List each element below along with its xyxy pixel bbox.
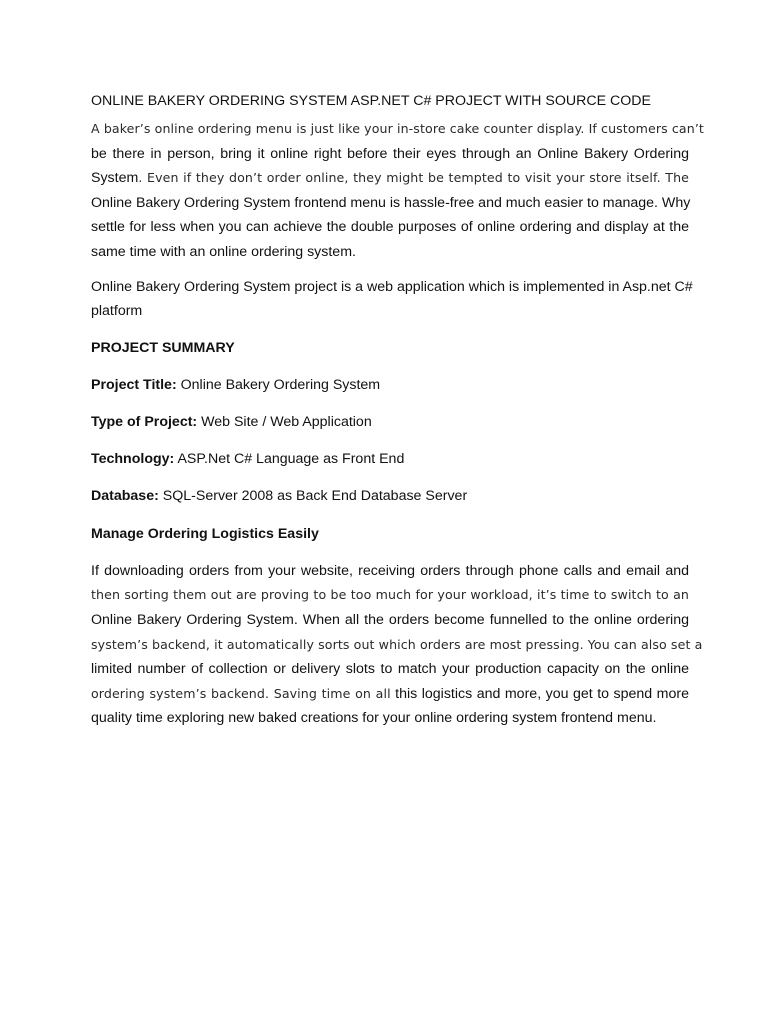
spacer (91, 359, 689, 374)
document-page (91, 90, 704, 731)
field-database (91, 485, 689, 507)
logistics-line-2: then sorting them out are proving to be too much for your workload, it’s time to switch to an (91, 587, 689, 603)
spacer (91, 470, 689, 485)
logistics-line-6-start: ordering system’s backend. Saving time on all (91, 685, 391, 701)
field-label: Type of Project: (91, 413, 198, 430)
platform-paragraph (91, 275, 693, 324)
intro-line-3 (91, 166, 689, 191)
logistics-line-3: Online Bakery Ordering System. When all the orders become funnelled to the online ordering (91, 611, 689, 628)
field-label: Database: (91, 487, 159, 504)
logistics-line-5: limited number of collection or delivery slots to match your production capacity on the online (91, 661, 689, 678)
intro-paragraph (91, 117, 704, 265)
field-project-title (91, 374, 689, 396)
intro-line-5: settle for less when you can achieve the double purposes of online ordering and display at the (91, 219, 689, 236)
spacer (91, 433, 689, 448)
field-value: Online Bakery Ordering System (176, 376, 381, 393)
field-technology (91, 448, 689, 470)
logistics-line-6-rest: this logistics and more, you get to spend more (390, 685, 690, 702)
field-label: Technology: (91, 450, 175, 467)
document-title: ONLINE BAKERY ORDERING SYSTEM ASP.NET C# PROJECT WITH SOURCE CODE (91, 93, 652, 109)
logistics-line-7: quality time exploring new baked creations for your online ordering system frontend menu. (91, 710, 657, 727)
intro-line-2: be there in person, bring it online right before their eyes through an Online Bakery Ordering (91, 145, 689, 162)
intro-line-4: Online Bakery Ordering System frontend menu is hassle-free and much easier to manage. Why (91, 194, 691, 211)
spacer (91, 507, 689, 523)
spacer (91, 396, 689, 411)
project-summary-heading: PROJECT SUMMARY (91, 339, 235, 356)
logistics-line-4: system’s backend, it automatically sorts out which orders are most pressing. You can also set a (91, 636, 703, 652)
spacer (91, 265, 689, 275)
field-project-type (91, 411, 689, 433)
field-value: Web Site / Web Application (197, 413, 372, 430)
intro-line-1: A baker’s online ordering menu is just like your in-store cake counter display. If customers can’t (91, 121, 704, 136)
platform-line-1: Online Bakery Ordering System project is a web application which is implemented in Asp.net C# (91, 278, 693, 295)
field-value: ASP.Net C# Language as Front End (174, 450, 405, 467)
intro-line-3-rest: . Even if they don’t order online, they might be tempted to visit your store itself. The (138, 170, 689, 186)
logistics-heading: Manage Ordering Logistics Easily (91, 525, 319, 542)
field-value: SQL-Server 2008 as Back End Database Server (158, 487, 468, 504)
logistics-line-6 (91, 682, 689, 707)
intro-line-3-start: System (91, 170, 139, 187)
intro-line-6: same time with an online ordering system. (91, 243, 356, 260)
platform-line-2: platform (91, 303, 143, 320)
field-label: Project Title: (91, 376, 177, 393)
spacer (91, 324, 689, 337)
logistics-line-1: If downloading orders from your website, receiving orders through phone calls and email and (91, 562, 689, 579)
spacer (91, 545, 689, 559)
logistics-paragraph (91, 559, 703, 731)
